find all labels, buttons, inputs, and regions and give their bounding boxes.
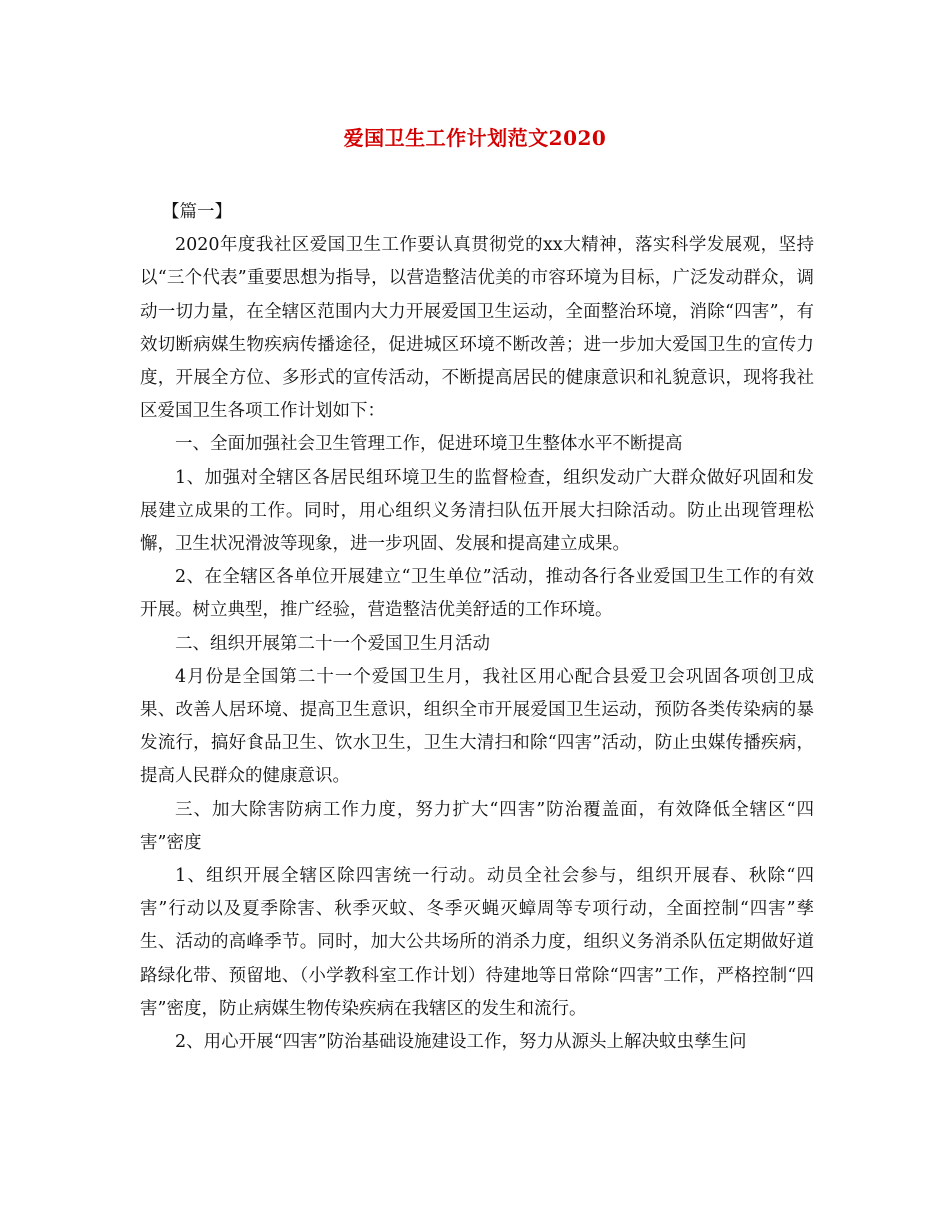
paragraph-intro: 2020年度我社区爱国卫生工作要认真贯彻党的xx大精神，落实科学发展观，坚持以“三个代表”重要思想为指导，以营造整洁优美的市容环境为目标，广泛发动群众，调动一切力量，在全辖区范围内大力开展爱国卫生运动，全面整治环境，消除“四害”，有效切断病媒生物疾病传播途径，促进城区环境不断改善；进一步加大爱国卫生的宣传力度，开展全方位、多形式的宣传活动，不断提高居民的健康意识和礼貌意识，现将我社区爱国卫生各项工作计划如下：: [140, 235, 814, 422]
paragraph-3-2: 2、用心开展“四害”防治基础设施建设工作，努力从源头上解决蚊虫孳生问: [175, 1032, 747, 1053]
heading-section-2: 二、组织开展第二十一个爱国卫生月活动: [175, 633, 490, 654]
heading-section-1: 一、全面加强社会卫生管理工作，促进环境卫生整体水平不断提高: [175, 434, 683, 455]
paragraph-3-1: 1、组织开展全辖区除四害统一行动。动员全社会参与，组织开展春、秋除“四害”行动以及夏季除害、秋季灭蚊、冬季灭蝇灭蟑周等专项行动，全面控制“四害”孳生、活动的高峰季节。同时，加大公共场所的消杀力度，组织义务消杀队伍定期做好道路绿化带、预留地、（小学教科室工作计划）待建地等日常除“四害”工作，严格控制“四害”密度，防止病媒生物传染疾病在我辖区的发生和流行。: [140, 866, 814, 1019]
heading-section-3: 三、加大除害防病工作力度，努力扩大“四害”防治覆盖面，有效降低全辖区“四害”密度: [140, 799, 814, 853]
paragraph-1-2: 2、在全辖区各单位开展建立“卫生单位”活动，推动各行各业爱国卫生工作的有效开展。树立典型，推广经验，营造整洁优美舒适的工作环境。: [140, 567, 814, 621]
document-body: [140, 196, 814, 1059]
section-label: 【篇一】: [162, 202, 232, 222]
paragraph-2: 4月份是全国第二十一个爱国卫生月，我社区用心配合县爱卫会巩固各项创卫成果、改善人居环境、提高卫生意识，组织全市开展爱国卫生运动，预防各类传染病的暴发流行，搞好食品卫生、饮水卫生，卫生大清扫和除“四害”活动，防止虫媒传播疾病，提高人民群众的健康意识。: [140, 666, 814, 787]
document-title: 爱国卫生工作计划范文2020: [343, 126, 607, 150]
paragraph-1-1: 1、加强对全辖区各居民组环境卫生的监督检查，组织发动广大群众做好巩固和发展建立成果的工作。同时，用心组织义务清扫队伍开展大扫除活动。防止出现管理松懈，卫生状况滑波等现象，进一步巩固、发展和提高建立成果。: [140, 467, 814, 555]
